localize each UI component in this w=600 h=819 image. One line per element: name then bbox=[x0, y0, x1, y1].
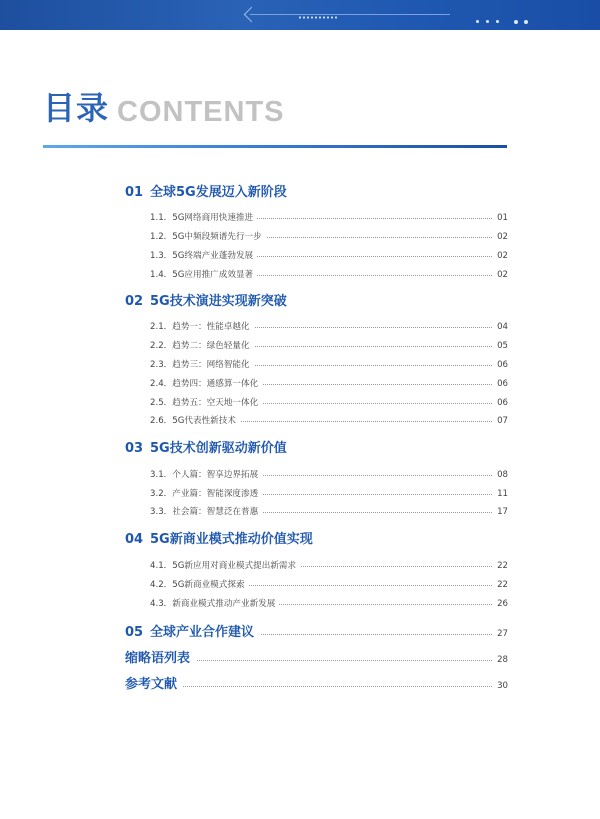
toc-item-page: 02 bbox=[493, 249, 508, 263]
toc-item-3-3[interactable] bbox=[150, 505, 508, 519]
toc-item-page: 30 bbox=[493, 677, 508, 695]
toc-item-label: 1.2．5G中频段频谱先行一步 bbox=[150, 230, 266, 244]
toc-item-page: 05 bbox=[493, 339, 508, 353]
toc-section-03[interactable] bbox=[125, 440, 287, 458]
dot-icon bbox=[496, 20, 499, 23]
section-number: 04 bbox=[125, 532, 144, 547]
header-bar bbox=[0, 0, 600, 30]
toc-item-1-3[interactable] bbox=[150, 249, 508, 263]
toc-item-1-1[interactable] bbox=[150, 211, 508, 225]
toc-item-label: 2.3．趋势三：网络智能化 bbox=[150, 358, 254, 372]
page-title-en: CONTENTS bbox=[117, 96, 285, 128]
toc-item-page: 26 bbox=[493, 597, 508, 611]
section-title: 5G技术演进实现新突破 bbox=[150, 294, 287, 309]
dot-icon bbox=[524, 20, 528, 24]
header-line bbox=[250, 14, 450, 15]
toc-item-2-5[interactable] bbox=[150, 396, 508, 410]
toc-section-04[interactable] bbox=[125, 531, 313, 549]
toc-item-label: 3.3．社会篇：智慧泛在普惠 bbox=[150, 505, 262, 519]
toc-item-page: 04 bbox=[493, 320, 508, 334]
toc-item-4-1[interactable] bbox=[150, 559, 508, 573]
toc-section-05[interactable] bbox=[125, 624, 508, 642]
toc-item-2-3[interactable] bbox=[150, 358, 508, 372]
toc-item-1-2[interactable] bbox=[150, 230, 508, 244]
section-title: 5G新商业模式推动价值实现 bbox=[150, 532, 313, 547]
section-number: 02 bbox=[125, 294, 144, 309]
toc-item-2-6[interactable] bbox=[150, 414, 508, 428]
section-title: 全球5G发展迈入新阶段 bbox=[150, 185, 287, 200]
toc-item-2-4[interactable] bbox=[150, 377, 508, 391]
toc-item-3-2[interactable] bbox=[150, 487, 508, 501]
section-number: 01 bbox=[125, 185, 144, 200]
toc-section-abbreviations[interactable] bbox=[125, 650, 508, 668]
page-title-cn: 目录 bbox=[43, 89, 110, 127]
toc-item-label: 1.4．5G应用推广成效显著 bbox=[150, 268, 257, 282]
toc-item-1-4[interactable] bbox=[150, 268, 508, 282]
toc-item-4-2[interactable] bbox=[150, 578, 508, 592]
toc-item-4-3[interactable] bbox=[150, 597, 508, 611]
toc-item-page: 08 bbox=[493, 468, 508, 482]
toc-item-label: 2.6．5G代表性新技术 bbox=[150, 414, 240, 428]
toc-section-01[interactable] bbox=[125, 184, 287, 202]
toc-item-2-2[interactable] bbox=[150, 339, 508, 353]
toc-section-references[interactable] bbox=[125, 676, 508, 694]
toc-item-2-1[interactable] bbox=[150, 320, 508, 334]
toc-section-02[interactable] bbox=[125, 293, 287, 311]
section-title: 全球产业合作建议 bbox=[150, 625, 255, 640]
toc-item-page: 11 bbox=[493, 487, 508, 501]
toc-item-page: 28 bbox=[493, 651, 508, 669]
section-title: 参考文献 bbox=[125, 677, 178, 692]
toc-item-label: 4.2．5G新商业模式探索 bbox=[150, 578, 249, 592]
title-divider bbox=[43, 145, 507, 148]
toc-item-label: 4.3．新商业模式推动产业新发展 bbox=[150, 597, 279, 611]
toc-item-page: 02 bbox=[493, 268, 508, 282]
toc-item-page: 27 bbox=[493, 625, 508, 643]
dots-decoration bbox=[298, 16, 338, 19]
toc-item-3-1[interactable] bbox=[150, 468, 508, 482]
toc-item-label: 3.1．个人篇：智享边界拓展 bbox=[150, 468, 262, 482]
toc-item-page: 06 bbox=[493, 377, 508, 391]
dot-icon bbox=[514, 20, 518, 24]
toc-item-page: 22 bbox=[493, 559, 508, 573]
toc-item-label: 2.2．趋势二：绿色轻量化 bbox=[150, 339, 254, 353]
toc-item-label: 2.4．趋势四：通感算一体化 bbox=[150, 377, 262, 391]
toc-item-label: 4.1．5G新应用对商业模式提出新需求 bbox=[150, 559, 300, 573]
toc-item-page: 06 bbox=[493, 396, 508, 410]
section-title: 缩略语列表 bbox=[125, 651, 191, 666]
section-title: 5G技术创新驱动新价值 bbox=[150, 441, 287, 456]
section-number: 03 bbox=[125, 441, 144, 456]
toc-item-label: 1.3．5G终端产业蓬勃发展 bbox=[150, 249, 257, 263]
toc-item-page: 17 bbox=[493, 505, 508, 519]
toc-item-label: 2.1．趋势一：性能卓越化 bbox=[150, 320, 254, 334]
toc-item-page: 06 bbox=[493, 358, 508, 372]
toc-item-page: 01 bbox=[493, 211, 508, 225]
dot-icon bbox=[486, 20, 489, 23]
toc-item-page: 07 bbox=[493, 414, 508, 428]
dot-icon bbox=[476, 20, 479, 23]
toc-item-label: 3.2．产业篇：智能深度渗透 bbox=[150, 487, 262, 501]
toc-item-page: 22 bbox=[493, 578, 508, 592]
toc-item-label: 1.1．5G网络商用快速推进 bbox=[150, 211, 257, 225]
toc-item-label: 2.5．趋势五：空天地一体化 bbox=[150, 396, 262, 410]
section-number: 05 bbox=[125, 625, 144, 640]
toc-item-page: 02 bbox=[493, 230, 508, 244]
